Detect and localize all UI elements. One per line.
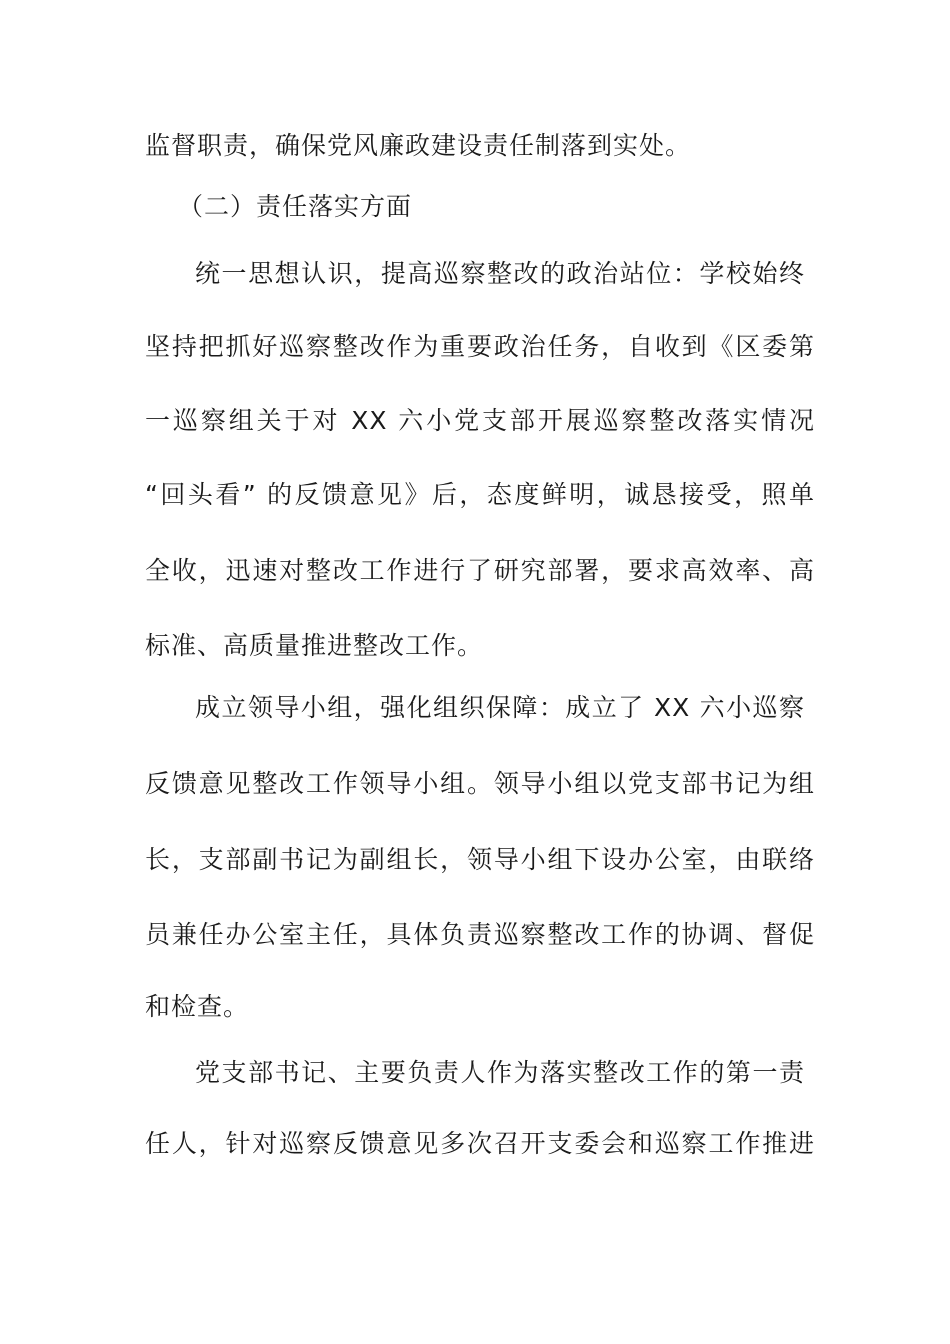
paragraph-line: 和检查。 (145, 992, 250, 1021)
paragraph-line: 监督职责，确保党风廉政建设责任制落到实处。 (145, 131, 692, 160)
paragraph-line: 坚持把抓好巡察整改作为重要政治任务，自收到《区委第 (145, 332, 815, 361)
paragraph-line: 任人，针对巡察反馈意见多次召开支委会和巡察工作推进 (145, 1129, 815, 1158)
paragraph-line: 长，支部副书记为副组长，领导小组下设办公室，由联络 (145, 845, 815, 874)
paragraph-line: 一巡察组关于对 XX 六小党支部开展巡察整改落实情况 (145, 406, 815, 435)
paragraph-line: 成立领导小组，强化组织保障：成立了 XX 六小巡察 (195, 693, 805, 722)
paragraph-line: 反馈意见整改工作领导小组。领导小组以党支部书记为组 (145, 769, 815, 798)
paragraph-line: “回头看” 的反馈意见》后，态度鲜明，诚恳接受，照单 (145, 480, 815, 509)
paragraph-line: 标准、高质量推进整改工作。 (145, 631, 484, 660)
paragraph-line: 全收，迅速对整改工作进行了研究部署，要求高效率、高 (145, 556, 815, 585)
paragraph-line: 员兼任办公室主任，具体负责巡察整改工作的协调、督促 (145, 920, 815, 949)
section-heading: （二）责任落实方面 (178, 192, 413, 221)
paragraph-line: 统一思想认识，提高巡察整改的政治站位：学校始终 (195, 259, 805, 288)
paragraph-line: 党支部书记、主要负责人作为落实整改工作的第一责 (195, 1058, 805, 1087)
